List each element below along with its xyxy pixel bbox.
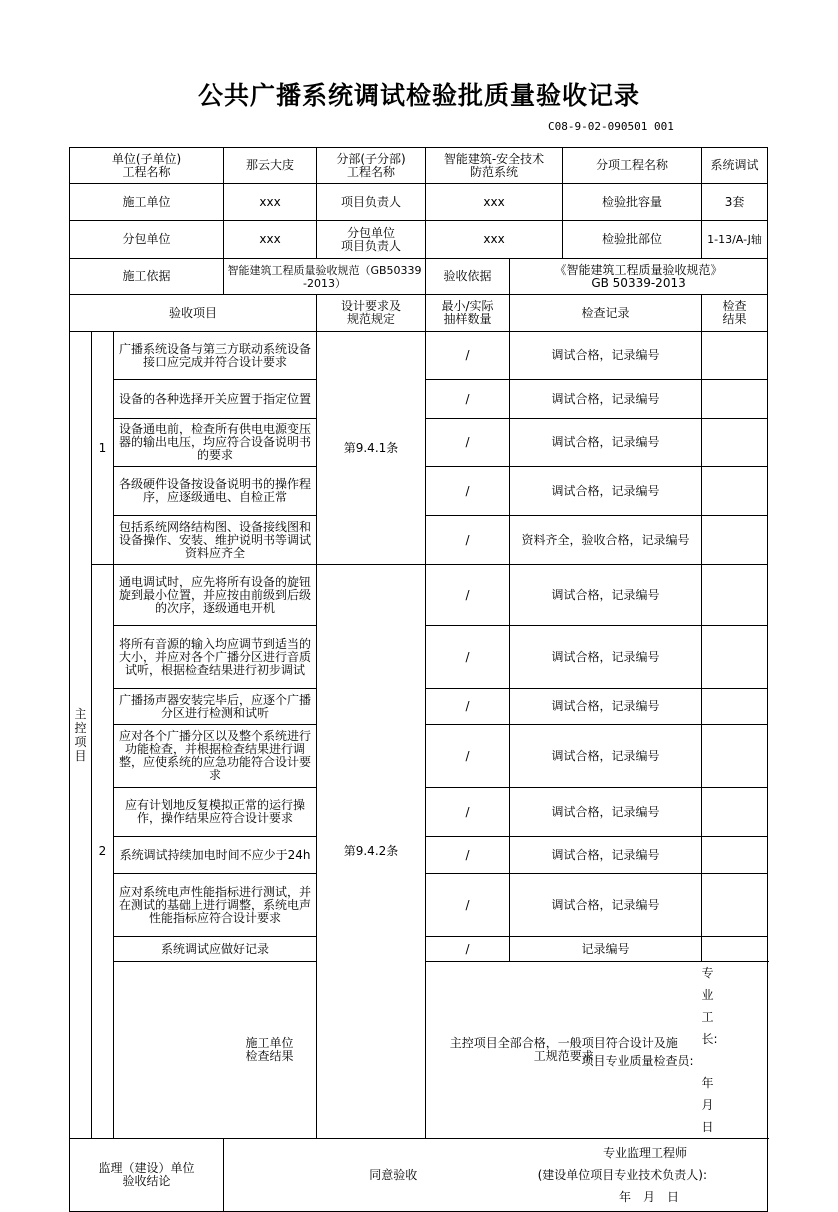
sample-count: / [426, 565, 510, 626]
check-result [702, 565, 768, 626]
table-row [70, 565, 768, 626]
check-result [702, 626, 768, 689]
sample-count: / [426, 788, 510, 837]
col-result: 检查 结果 [702, 295, 768, 332]
main-control-label: 主控项目 [70, 332, 92, 1139]
acceptance-record-table [69, 147, 768, 1212]
check-record: 调试合格，记录编号 [510, 332, 702, 380]
check-record: 记录编号 [510, 937, 702, 962]
check-result [702, 725, 768, 788]
table-row [70, 332, 768, 380]
col-record: 检查记录 [510, 295, 702, 332]
construction-date: 年 月 日 [701, 1076, 726, 1134]
construction-signoff [581, 962, 768, 1139]
spec-clause: 第9.4.1条 [317, 332, 426, 565]
check-record: 调试合格，记录编号 [510, 626, 702, 689]
owner-rep-label: (建设单位项目专业技术负责人): [537, 1168, 708, 1182]
item-text: 广播扬声器安装完毕后，应逐个广播分区进行检测和试听 [114, 689, 317, 725]
item-text: 广播系统设备与第三方联动系统设备接口应完成并符合设计要求 [114, 332, 317, 380]
sub-pm-label: 分包单位 项目负责人 [317, 221, 426, 259]
check-result [702, 332, 768, 380]
foreman-label: 专业工长: [701, 966, 718, 1046]
check-result [702, 467, 768, 516]
group-number: 1 [92, 332, 114, 565]
contractor-label: 施工单位 [70, 184, 224, 221]
sample-count: / [426, 937, 510, 962]
check-record: 调试合格，记录编号 [510, 725, 702, 788]
item-text: 应对系统电声性能指标进行测试，并在测试的基础上进行调整，系统电声性能指标应符合设计要求 [114, 874, 317, 937]
capacity-value: 3套 [702, 184, 768, 221]
item-text: 系统调试应做好记录 [114, 937, 317, 962]
item-text: 将所有音源的输入均应调节到适当的大小，并应对各个广播分区进行音质试听，根据检查结果进行初步调试 [114, 626, 317, 689]
basis-label: 施工依据 [70, 259, 224, 295]
pm-value: xxx [426, 184, 563, 221]
sub-pm-value: xxx [426, 221, 563, 259]
check-record: 调试合格，记录编号 [510, 689, 702, 725]
check-result [702, 516, 768, 565]
item-text: 设备的各种选择开关应置于指定位置 [114, 380, 317, 419]
sample-count: / [426, 874, 510, 937]
check-result [702, 937, 768, 962]
subitem-label: 分项工程名称 [563, 148, 702, 184]
supervision-check-label: 监理（建设）单位 验收结论 [70, 1139, 224, 1212]
item-text: 应对各个广播分区以及整个系统进行功能检查，并根据检查结果进行调整，应使系统的应急功能符合设计要求 [114, 725, 317, 788]
check-record: 调试合格，记录编号 [510, 380, 702, 419]
contractor-value: xxx [224, 184, 317, 221]
item-text: 通电调试时，应先将所有设备的旋钮旋到最小位置，并应按由前级到后级的次序，逐级通电开机 [114, 565, 317, 626]
location-value: 1-13/A-J轴 [702, 221, 768, 259]
check-result [702, 874, 768, 937]
accept-basis-label: 验收依据 [426, 259, 510, 295]
engineer-label: 专业监理工程师 [603, 1146, 688, 1160]
header-row-project [70, 148, 768, 184]
accept-basis-value: 《智能建筑工程质量验收规范》 GB 50339-2013 [510, 259, 768, 295]
capacity-label: 检验批容量 [563, 184, 702, 221]
subitem-value: 系统调试 [702, 148, 768, 184]
form-code: C08-9-02-090501 001 [548, 120, 674, 133]
item-text: 系统调试持续加电时间不应少于24h [114, 837, 317, 874]
sample-count: / [426, 332, 510, 380]
sample-count: / [426, 419, 510, 467]
inspector-label: 项目专业质量检查员: [581, 1054, 694, 1068]
item-text: 各级硬件设备按设备说明书的操作程序，应逐级通电、自检正常 [114, 467, 317, 516]
supervision-check-row [70, 1139, 768, 1212]
header-row-basis [70, 259, 768, 295]
check-record: 调试合格，记录编号 [510, 874, 702, 937]
sub-label: 分包单位 [70, 221, 224, 259]
sample-count: / [426, 516, 510, 565]
page-title: 公共广播系统调试检验批质量验收记录 [197, 81, 640, 110]
group-number: 2 [92, 565, 114, 1139]
sub-value: xxx [224, 221, 317, 259]
check-result [702, 380, 768, 419]
header-row-contractor [70, 184, 768, 221]
check-record: 调试合格，记录编号 [510, 788, 702, 837]
col-sample: 最小/实际 抽样数量 [426, 295, 510, 332]
construction-conclusion: 主控项目全部合格，一般项目符合设计及施 工规范要求 [426, 962, 702, 1139]
check-record: 调试合格，记录编号 [510, 419, 702, 467]
col-item: 验收项目 [70, 295, 317, 332]
supervision-conclusion: 同意验收 [224, 1139, 563, 1212]
division-label: 分部(子分部) 工程名称 [317, 148, 426, 184]
check-result [702, 689, 768, 725]
pm-label: 项目负责人 [317, 184, 426, 221]
item-text: 包括系统网络结构图、设备接线图和设备操作、安装、维护说明书等调试资料应齐全 [114, 516, 317, 565]
check-result [702, 837, 768, 874]
check-record: 调试合格，记录编号 [510, 565, 702, 626]
check-result [702, 419, 768, 467]
sample-count: / [426, 725, 510, 788]
division-value: 智能建筑-安全技术 防范系统 [426, 148, 563, 184]
check-record: 资料齐全，验收合格，记录编号 [510, 516, 702, 565]
construction-check-row [70, 962, 768, 1139]
item-text: 应有计划地反复模拟正常的运行操作，操作结果应符合设计要求 [114, 788, 317, 837]
sample-count: / [426, 380, 510, 419]
basis-value: 智能建筑工程质量验收规范（GB50339 -2013） [224, 259, 426, 295]
sample-count: / [426, 626, 510, 689]
unit-value: 那云大庋 [224, 148, 317, 184]
sample-count: / [426, 467, 510, 516]
unit-label: 单位(子单位) 工程名称 [70, 148, 224, 184]
construction-check-label: 施工单位 检查结果 [114, 962, 426, 1139]
location-label: 检验批部位 [563, 221, 702, 259]
check-result [702, 788, 768, 837]
supervision-date: 年 月 日 [619, 1190, 680, 1204]
supervision-signoff [537, 1139, 768, 1212]
col-spec: 设计要求及 规范规定 [317, 295, 426, 332]
check-record: 调试合格，记录编号 [510, 837, 702, 874]
check-record: 调试合格，记录编号 [510, 467, 702, 516]
header-row-subcontractor [70, 221, 768, 259]
column-header-row [70, 295, 768, 332]
sample-count: / [426, 837, 510, 874]
spec-clause: 第9.4.2条 [317, 565, 426, 1139]
sample-count: / [426, 689, 510, 725]
item-text: 设备通电前，检查所有供电电源变压器的输出电压，均应符合设备说明书的要求 [114, 419, 317, 467]
